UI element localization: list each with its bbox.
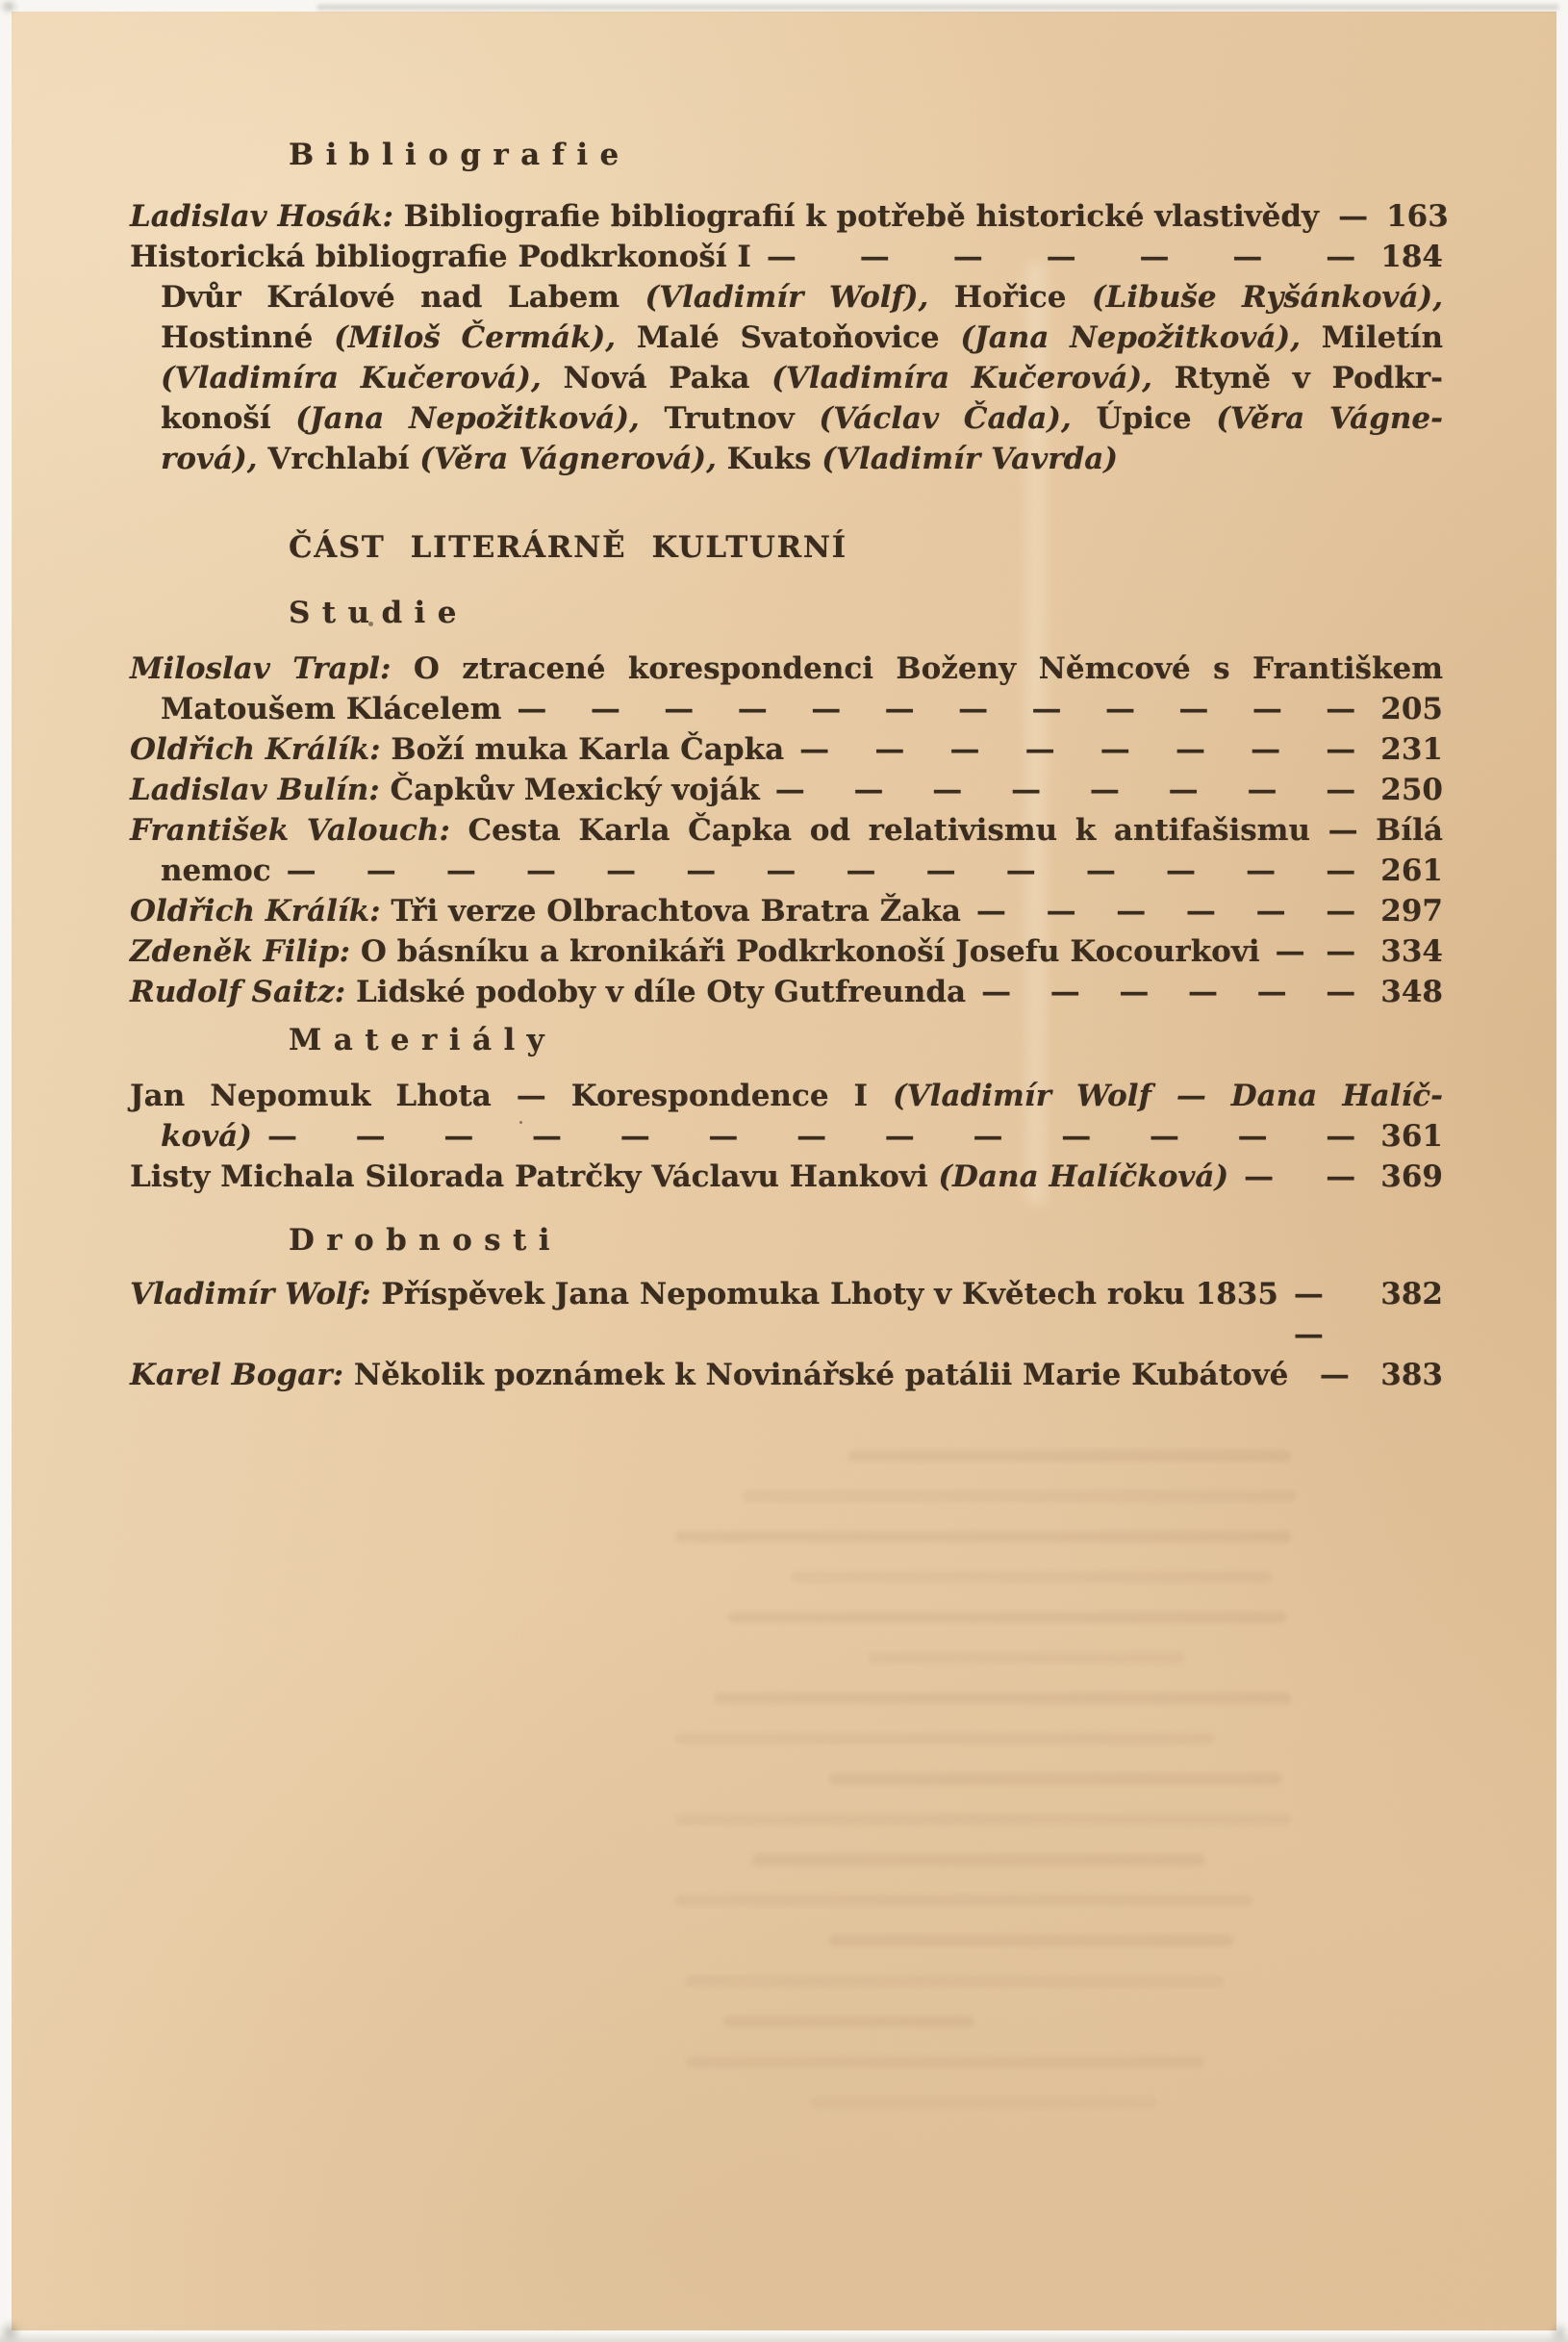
dash-leader: — — — — — — — — bbox=[799, 732, 1356, 767]
town-name: Malé Svatoňovice bbox=[616, 320, 961, 355]
showthrough-line bbox=[868, 1652, 1185, 1664]
town-name: Vrchlabí bbox=[257, 442, 420, 476]
page-number: 261 bbox=[1380, 853, 1443, 888]
page-number: 297 bbox=[1380, 894, 1443, 929]
entry-author: ková) bbox=[161, 1119, 252, 1154]
page-number: 231 bbox=[1380, 732, 1443, 767]
showthrough-line bbox=[848, 1450, 1291, 1462]
entry-title: O básníku a kronikáři Podkrkonoší Josefu Kocourkovi bbox=[350, 934, 1260, 969]
dash-leader: — — — — — — — — — — — — bbox=[517, 692, 1356, 726]
dash-leader: — — — — — — — — — — — — — — bbox=[286, 853, 1356, 888]
toc-sublist-line bbox=[130, 318, 1443, 358]
entry-title: Listy Michala Silorada Patrčky Václavu Hankovi bbox=[130, 1159, 939, 1194]
entry-title: Jan Nepomuk Lhota — Korespondence I bbox=[130, 1079, 893, 1113]
contributor-name: (Vladimíra Kučerová), bbox=[771, 361, 1152, 395]
showthrough-line bbox=[728, 1612, 1286, 1623]
entry-title: O ztracené korespondenci Boženy Němcové s Františkem bbox=[391, 651, 1443, 686]
page-number: 382 bbox=[1380, 1277, 1443, 1311]
entry-text bbox=[130, 931, 1260, 972]
entry-text bbox=[130, 1274, 1278, 1314]
entry-text bbox=[161, 851, 271, 891]
toc-entry bbox=[130, 1274, 1443, 1355]
page-number: 205 bbox=[1380, 692, 1443, 726]
toc-entry bbox=[130, 196, 1449, 237]
toc-sublist-line bbox=[130, 398, 1443, 439]
toc-entry bbox=[130, 891, 1443, 931]
toc-sublist-line bbox=[130, 358, 1443, 398]
page-number: 334 bbox=[1380, 934, 1443, 969]
showthrough-line bbox=[714, 1693, 1291, 1704]
section-heading-materialy: Materiály bbox=[289, 1023, 557, 1057]
dash-leader: — bbox=[1319, 1358, 1350, 1392]
toc-entry-line1 bbox=[130, 810, 1443, 851]
entry-author: Oldřich Králík: bbox=[130, 732, 381, 767]
showthrough-line bbox=[752, 1854, 1204, 1866]
town-name: konoší bbox=[161, 401, 296, 436]
dash-leader: — — — — — — — — — — — — — bbox=[266, 1119, 1356, 1154]
entry-title: Několik poznámek k Novinářské patálii Marie Kubátové bbox=[343, 1358, 1289, 1392]
entry-author: Karel Bogar: bbox=[130, 1358, 344, 1392]
showthrough-line bbox=[829, 1773, 1281, 1785]
toc-sublist-line bbox=[130, 439, 1443, 479]
entry-title: Tři verze Olbrachtova Bratra Žaka bbox=[380, 894, 961, 929]
entry-title: Bibliografie bibliografií k potřebě historické vlastivědy bbox=[392, 199, 1320, 234]
toc-entry bbox=[130, 972, 1443, 1012]
table-of-contents bbox=[130, 135, 1449, 1395]
showthrough-line bbox=[685, 2056, 1204, 2068]
showthrough-line bbox=[791, 1571, 1272, 1583]
showthrough-line bbox=[675, 1531, 1291, 1542]
entry-author: Oldřich Králík: bbox=[130, 894, 381, 929]
showthrough-line bbox=[675, 1814, 1291, 1825]
toc-entry bbox=[130, 1355, 1443, 1395]
showthrough-line bbox=[829, 1935, 1233, 1947]
dash-leader: — — bbox=[1275, 934, 1356, 969]
section-heading-drobnosti: Drobnosti bbox=[289, 1223, 562, 1258]
toc-entry bbox=[130, 770, 1443, 810]
toc-entry bbox=[130, 931, 1443, 972]
section-heading-studie: Studie bbox=[289, 596, 468, 630]
toc-entry-line2 bbox=[130, 851, 1443, 891]
entry-author: Ladislav Hosák: bbox=[130, 199, 393, 234]
contributor-name: (Jana Nepožitková), bbox=[295, 401, 640, 436]
dash-leader: — — — — — — bbox=[981, 975, 1356, 1009]
scan-edge-shadow-bottom bbox=[0, 2332, 1568, 2342]
entry-title: Lidské podoby v díle Oty Gutfreunda bbox=[345, 975, 967, 1009]
dash-leader: — — — — — — bbox=[975, 894, 1356, 929]
town-name: Rtyně v Podkr- bbox=[1151, 361, 1443, 395]
scan-edge-shadow-top bbox=[317, 5, 1558, 10]
town-name: Úpice bbox=[1071, 401, 1217, 436]
toc-entry bbox=[130, 1157, 1443, 1197]
entry-text bbox=[130, 237, 751, 277]
toc-entry-line1 bbox=[130, 649, 1443, 689]
entry-text bbox=[130, 972, 966, 1012]
dash-leader: — — bbox=[1293, 1277, 1324, 1352]
town-name: Trutnov bbox=[639, 401, 820, 436]
book-page-paper bbox=[12, 12, 1556, 2330]
town-name: Hořice bbox=[928, 280, 1092, 315]
entry-text bbox=[130, 196, 1319, 237]
entry-author: František Valouch: bbox=[130, 813, 450, 848]
entry-author: (Vladimír Wolf — Dana Halíč- bbox=[892, 1079, 1443, 1113]
page-number: 184 bbox=[1380, 240, 1443, 274]
entry-title: Cesta Karla Čapka od relativismu k antifašismu — Bílá bbox=[449, 813, 1444, 848]
entry-title: nemoc bbox=[161, 853, 271, 888]
town-name: Nová Paka bbox=[541, 361, 772, 395]
showthrough-line bbox=[723, 2016, 974, 2027]
contributor-name: (Vladimíra Kučerová), bbox=[161, 361, 542, 395]
section-heading-part: ČÁST LITERÁRNĚ KULTURNÍ bbox=[289, 530, 847, 565]
entry-text bbox=[130, 770, 760, 810]
contributor-name: rová), bbox=[161, 442, 258, 476]
showthrough-line bbox=[675, 1733, 1214, 1744]
contributor-name: (Věra Vágne- bbox=[1216, 401, 1444, 436]
entry-title: Čapkův Mexický voják bbox=[379, 773, 760, 807]
page-number: 369 bbox=[1380, 1159, 1443, 1194]
contributor-name: (Václav Čada), bbox=[819, 401, 1072, 436]
section-heading-bibliografie: Bibliografie bbox=[289, 138, 631, 172]
town-name: Kuks bbox=[716, 442, 822, 476]
showthrough-line bbox=[810, 2097, 1156, 2108]
showthrough-line bbox=[675, 1895, 1252, 1906]
showthrough-line bbox=[685, 1975, 1224, 1987]
entry-text bbox=[130, 891, 961, 931]
town-name: Hostinné bbox=[161, 320, 335, 355]
entry-text bbox=[130, 1355, 1288, 1395]
dash-leader: — — — — — — — — bbox=[774, 773, 1356, 807]
dash-leader: — — bbox=[1244, 1159, 1356, 1194]
page-number: 250 bbox=[1380, 773, 1443, 807]
contributor-name: (Věra Vágnerová), bbox=[419, 442, 717, 476]
entry-text bbox=[130, 729, 784, 770]
page-number: 163 bbox=[1386, 199, 1449, 234]
contributor-name: (Jana Nepožitková), bbox=[960, 320, 1301, 355]
toc-sublist-line bbox=[130, 277, 1443, 318]
contributor-name: (Miloš Čermák), bbox=[334, 320, 617, 355]
entry-title: Historická bibliografie Podkrkonoší I bbox=[130, 240, 751, 274]
toc-entry bbox=[130, 237, 1443, 277]
entry-author: Miloslav Trapl: bbox=[130, 651, 392, 686]
dash-leader: — bbox=[1338, 199, 1369, 234]
toc-entry-line2 bbox=[130, 689, 1443, 729]
town-name: Miletín bbox=[1301, 320, 1443, 355]
toc-entry-line1 bbox=[130, 1076, 1443, 1116]
contributor-name: (Libuše Ryšánková), bbox=[1091, 280, 1443, 315]
dash-leader: — — — — — — — bbox=[766, 240, 1356, 274]
entry-author: (Dana Halíčková) bbox=[938, 1159, 1229, 1194]
toc-entry-line2 bbox=[130, 1116, 1443, 1157]
entry-title: Matoušem Klácelem bbox=[161, 692, 502, 726]
town-name: Dvůr Králové nad Labem bbox=[161, 280, 645, 315]
entry-text bbox=[130, 1157, 1228, 1197]
toc-entry bbox=[130, 729, 1443, 770]
contributor-name: (Vladimír Vavrda) bbox=[822, 442, 1119, 476]
page-number: 361 bbox=[1380, 1119, 1443, 1154]
entry-title: Příspěvek Jana Nepomuka Lhoty v Květech roku 1835 bbox=[370, 1277, 1278, 1311]
entry-author: Vladimír Wolf: bbox=[130, 1277, 371, 1311]
entry-title: Boží muka Karla Čapka bbox=[380, 732, 785, 767]
page-number: 383 bbox=[1380, 1358, 1443, 1392]
entry-text bbox=[161, 689, 501, 729]
entry-author: Zdeněk Filip: bbox=[130, 934, 351, 969]
contributor-name: (Vladimír Wolf), bbox=[645, 280, 929, 315]
entry-author: Rudolf Saitz: bbox=[130, 975, 346, 1009]
page-number: 348 bbox=[1380, 975, 1443, 1009]
entry-author: Ladislav Bulín: bbox=[130, 773, 380, 807]
entry-text bbox=[161, 1116, 252, 1157]
showthrough-line bbox=[743, 1490, 1296, 1502]
